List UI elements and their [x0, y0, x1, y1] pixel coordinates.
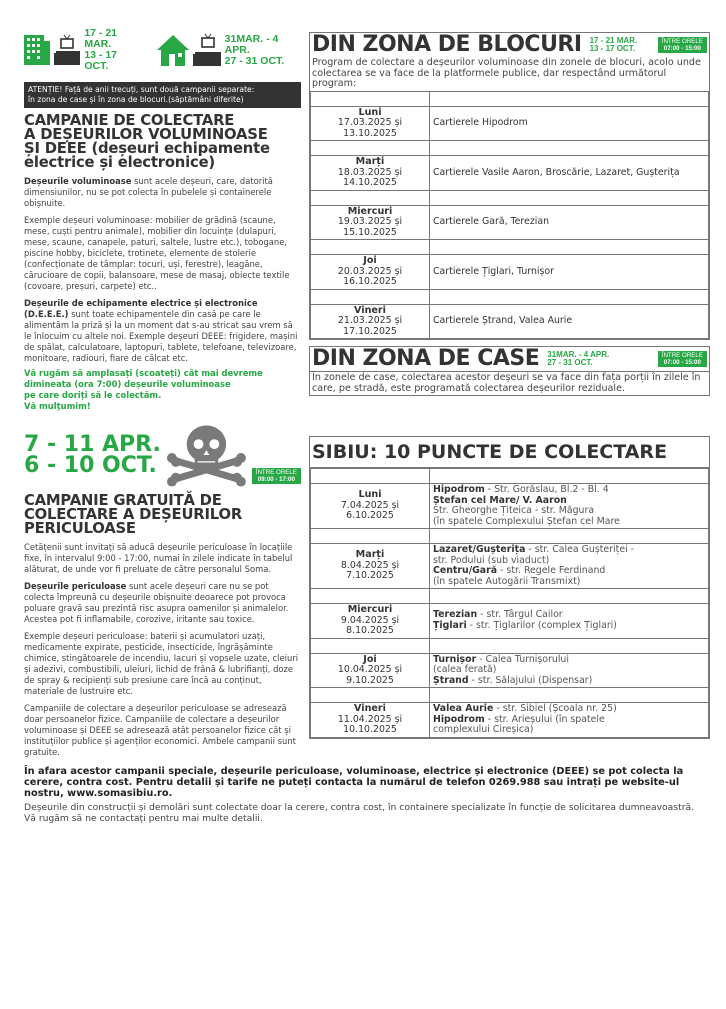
location-line: Țiglari - str. Țiglarilor (complex Țiglari)	[433, 619, 617, 631]
location-line: Ștrand - str. Sălajului (Dispensar)	[433, 674, 593, 686]
sibiu-row	[311, 604, 709, 639]
spacer-row	[311, 589, 709, 604]
sibiu-title: SIBIU: 10 PUNCTE DE COLECTARE	[310, 437, 709, 468]
blocks-row	[311, 205, 709, 240]
day-name: Marți	[355, 156, 385, 167]
houses-campaign-dates: 31MAR. - 4 APR. 27 - 31 OCT.	[224, 32, 285, 67]
hazard-examples: Exemple deșeuri periculoase: baterii și acumulatori uzați, medicamente expirate, pesticide, insecticide, îngrășăminte chimice, stingătoarele de incendiu, lacuri și vopsele uzate, cleiuri și adezivi, combustibili, uleiuri, lichid de frână & lubrifianți, doze de spray & recipienți sub presiune care încă au conținut, materiale de lustruire etc.	[24, 631, 299, 696]
location-line: Hipodrom - Str. Gorăslau, Bl.2 - Bl. 4	[433, 484, 609, 495]
blocks-description: Program de colectare a deșeurilor voluminoase din zonele de blocuri, acolo unde colectarea se va face de la platformele publice, dar respectând următorul program:	[312, 57, 701, 89]
locations-cell	[430, 484, 709, 529]
location-line: Centru/Gară - str. Regele Ferdinand	[433, 565, 606, 576]
date-line: 20.03.2025 și	[337, 265, 403, 277]
right-column	[309, 32, 710, 758]
date-line: 9.10.2025	[346, 674, 394, 686]
sibiu-table	[310, 468, 709, 738]
area-cell: Cartierele Hipodrom	[430, 106, 709, 141]
blocks-hours: ÎNTRE ORELE 07:00 - 15:00	[658, 37, 707, 53]
location-line: Ștefan cel Mare/ V. Aaron	[433, 494, 567, 506]
location-line: Terezian - str. Târgul Cailor	[433, 609, 563, 621]
date-line: 15.10.2025	[343, 226, 397, 238]
location-line: (în spatele Autogării Transmixt)	[433, 575, 581, 587]
location-line: Hipodrom - str. Arieșului (în spatele	[433, 713, 605, 725]
locations-cell	[430, 604, 709, 639]
spacer-row	[311, 289, 709, 304]
sibiu-row	[311, 703, 709, 738]
houses-dates: 31MAR. - 4 APR. 27 - 31 OCT.	[547, 350, 610, 367]
blocks-title: DIN ZONA DE BLOCURI	[312, 32, 582, 57]
footer-construction-waste: Deșeurile din construcții și demolări sunt colectate doar la cerere, contra cost, în containere specializate în funcție de solicitarea dumneavoastră. Vă rugăm să ne contactați pentru mai multe detalii.	[24, 802, 695, 824]
location-line: (în spatele Complexului Ștefan cel Mare	[433, 515, 620, 527]
day-name: Joi	[363, 255, 377, 266]
sibiu-row	[311, 653, 709, 688]
date-line: 6.10.2025	[346, 510, 394, 522]
day-cell	[311, 255, 430, 290]
attention-notice: ATENȚIE! Față de anii trecuți, sunt două campanii separate: în zona de case și în zona de blocuri.(săptămâni diferite)	[24, 82, 301, 108]
date-line: 7.04.2025 și	[340, 499, 400, 511]
spacer-row	[311, 91, 709, 106]
spacer-row	[311, 688, 709, 703]
date-line: 9.04.2025 și	[340, 614, 400, 626]
day-name: Luni	[358, 106, 382, 118]
day-name: Marți	[355, 549, 385, 561]
area-cell: Cartierele Țiglari, Turnișor	[430, 255, 709, 290]
houses-schedule	[309, 346, 710, 396]
blocks-row	[311, 304, 709, 339]
locations-cell	[430, 544, 709, 589]
location-line: str. Podului (sub viaduct)	[433, 554, 550, 566]
location-line: Lazaret/Gușterița - str. Calea Gușteriței -	[433, 544, 635, 555]
date-line: 10.04.2025 și	[337, 664, 403, 675]
sibiu-row	[311, 544, 709, 589]
date-line: 8.10.2025	[346, 625, 394, 636]
spacer-row	[311, 529, 709, 544]
date-line: 17.10.2025	[343, 325, 397, 337]
spacer-row	[311, 240, 709, 255]
date-line: 13.10.2025	[343, 127, 397, 139]
day-name: Luni	[358, 489, 382, 501]
day-cell	[311, 156, 430, 191]
skull-crossbones-icon	[165, 422, 248, 488]
blocks-row	[311, 106, 709, 141]
blocks-header	[310, 33, 709, 57]
hazard-header	[24, 422, 301, 488]
hazard-audience: Campaniile de colectare a deșeurilor periculoase se adresează doar persoanelor fizice. Campaniile de colectare a deșeurilor voluminoase și DEEE se adresează atât persoanelor fizice cât și instituțiilor publice și agenților economici. Ambele campanii sunt gratuite.	[24, 703, 296, 757]
spacer-row	[311, 190, 709, 205]
day-cell	[311, 304, 430, 339]
location-line: Valea Aurie - str. Sibiel (Școala nr. 25)	[433, 703, 617, 714]
deee-definition: Deșeurile de echipamente electrice și electronice (D.E.E.E.) sunt toate echipamentele din casă pe care le alimentăm la priză și la un moment dat s-au stricat sau vrem să le înlocuim cu altele noi. Exemple deșeuri DEEE: frigidere, mașini de spălat, calculatoare, laptopuri, tablete, telefoane, televizoare, monitoare, radiouri, fiare de călcat etc.	[24, 298, 298, 363]
bulky-green-note: Vă rugăm să amplasați (scoateți) cât mai devreme dimineata (ora 7:00) deșeurile voluminoase pe care doriți să le colectăm. Vă mulțumim!	[24, 368, 263, 411]
date-line: 7.10.2025	[346, 570, 394, 582]
day-cell	[311, 106, 430, 141]
blocks-table	[310, 91, 709, 340]
hazard-hours: ÎNTRE ORELE 09:00 - 17:00	[252, 468, 301, 484]
bulky-examples: Exemple deșeuri voluminoase: mobilier de grădină (scaune, mese, cuști pentru animale), mobilier din locuințe (dulapuri, mese, scaune, canapele, paturi, saltele, lustre etc.), tobogane, piscine hobby, biciclete, trotinete, elemente de stolerie (confecționate de tâmplar: tocuri, uși, ferestre), leagăne, cărucioare de copii, balansoare, mese de masaj, obiecte textile (covoare, preșuri, carpete) etc..	[24, 215, 290, 291]
hazard-campaign-title: CAMPANIE GRATUITĂ DE COLECTARE A DEȘEURILOR PERICULOASE	[24, 492, 243, 537]
locations-cell	[430, 653, 709, 688]
day-name: Vineri	[354, 304, 386, 316]
hazard-invitation: Cetățenii sunt invitați să aducă deșeurile periculoase în locațiile fixe, în intervalul 9:00 - 17:00, numai în zilele indicate în tabelul alăturat, de unde vor fi preluate de către personalul Soma.	[24, 542, 293, 574]
hazard-dates: 7 - 11 APR. 6 - 10 OCT.	[24, 432, 161, 478]
day-name: Miercuri	[347, 604, 393, 615]
location-line: complexului Cireșica)	[433, 724, 534, 735]
bulky-campaign-title: CAMPANIE DE COLECTARE A DEȘEURILOR VOLUMINOASE ȘI DEEE (deșeuri echipamente electrice și electronice)	[24, 112, 270, 171]
area-cell: Cartierele Ștrand, Valea Aurie	[430, 304, 709, 339]
day-cell	[311, 205, 430, 240]
day-name: Miercuri	[347, 205, 393, 217]
left-column	[24, 27, 301, 758]
date-line: 11.04.2025 și	[337, 713, 403, 725]
houses-header	[310, 347, 709, 371]
day-name: Joi	[363, 653, 377, 665]
date-line: 21.03.2025 și	[337, 315, 403, 326]
hazard-definition: Deșeurile periculoase sunt acele deșeuri care nu se pot colecta împreună cu deșeurile obișnuite deoarece pot provoca poluare gravă sau prezintă risc asupra oamenilor și animalelor. Acestea pot fi inflamabile, corozive, iritante sau toxice.	[24, 581, 289, 624]
day-name: Vineri	[354, 703, 386, 714]
blocks-dates: 17 - 21 MAR. 13 - 17 OCT.	[589, 36, 638, 53]
houses-title: DIN ZONA DE CASE	[312, 346, 540, 371]
date-line: 17.03.2025 și	[337, 117, 403, 128]
blocks-schedule	[309, 32, 710, 340]
day-cell	[311, 653, 430, 688]
area-cell: Cartierele Gară, Terezian	[430, 205, 709, 240]
locations-cell	[430, 703, 709, 738]
location-line: Str. Gheorghe Țiteica - str. Măgura	[433, 505, 595, 516]
house-sofa-tv-icon	[155, 32, 221, 68]
date-line: 18.03.2025 și	[337, 166, 403, 178]
bulky-definition: Deșeurile voluminoase sunt acele deșeuri, care, datorită dimensiunilor, nu se pot colecta în pubelele și containerele obișnuite.	[24, 176, 273, 208]
sibiu-row	[311, 484, 709, 529]
location-line: Turnișor - Calea Turnișorului	[433, 653, 569, 665]
houses-hours: ÎNTRE ORELE 07:00 - 15:00	[658, 351, 707, 367]
blocks-row	[311, 156, 709, 191]
date-line: 16.10.2025	[343, 276, 397, 287]
date-line: 14.10.2025	[343, 177, 397, 188]
day-cell	[311, 703, 430, 738]
day-cell	[311, 484, 430, 529]
day-cell	[311, 544, 430, 589]
building-sofa-tv-icon	[24, 33, 80, 67]
date-line: 8.04.2025 și	[340, 559, 400, 571]
campaign-dates-header	[24, 27, 301, 72]
area-cell: Cartierele Vasile Aaron, Broscărie, Lazaret, Gușterița	[430, 156, 709, 191]
date-line: 10.10.2025	[343, 724, 397, 735]
spacer-row	[311, 141, 709, 156]
location-line: (calea ferată)	[433, 664, 497, 675]
date-line: 19.03.2025 și	[337, 216, 403, 227]
footer	[0, 758, 726, 834]
houses-description: În zonele de case, colectarea acestor deșeuri se va face din fața porții în zilele în care, pe stradă, este programată colectarea deșeurilor reziduale.	[310, 371, 709, 395]
blocks-campaign-dates: 17 - 21 MAR. 13 - 17 OCT.	[84, 27, 118, 72]
footer-paid-collection: În afara acestor campanii speciale, deșeurile periculoase, voluminoase, electrice și electronice (DEEE) se pot colecta la cerere, contra cost. Pentru detalii și tarife ne puteți contacta la numărul de telefon 0269.988 sau intrați pe website-ul nostru, www.somasibiu.ro.	[24, 766, 684, 799]
day-cell	[311, 604, 430, 639]
blocks-row	[311, 255, 709, 290]
spacer-row	[311, 638, 709, 653]
spacer-row	[311, 469, 709, 484]
sibiu-collection-points	[309, 436, 710, 739]
